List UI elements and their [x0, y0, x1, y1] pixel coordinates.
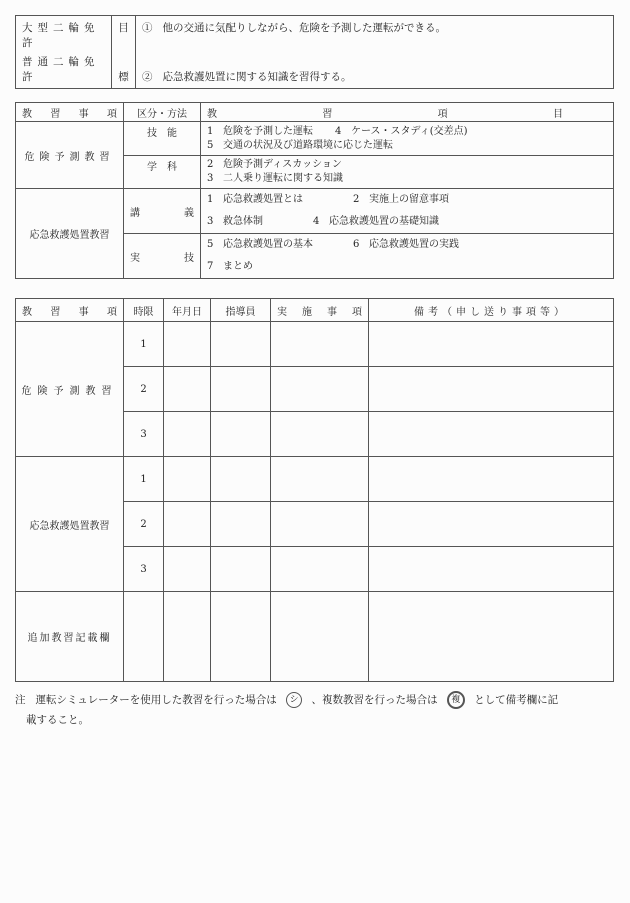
instructor-cell[interactable] — [211, 322, 271, 367]
item-text: ケース・スタディ(交差点) — [351, 125, 468, 137]
method-skill: 技 能 — [124, 122, 201, 156]
item-num: 5 — [207, 239, 214, 250]
hdr-char: 事 — [78, 108, 89, 120]
remarks-cell[interactable] — [369, 592, 614, 682]
goal-2-text: 応急救護処置に関する知識を習得する。 — [162, 71, 352, 83]
record-row — [16, 457, 614, 502]
instructor-cell[interactable] — [211, 592, 271, 682]
hdr-char: 教 — [22, 108, 32, 120]
item-num: 4 — [335, 125, 342, 137]
method-char: 講 — [130, 207, 140, 219]
goal-2 — [136, 50, 614, 89]
content-cell[interactable] — [271, 412, 369, 457]
date-cell[interactable] — [164, 412, 211, 457]
item-num: 4 — [313, 216, 320, 227]
content-cell[interactable] — [271, 457, 369, 502]
simulator-symbol-icon: シ — [286, 692, 302, 708]
record-row — [16, 322, 614, 367]
header-subject — [16, 103, 124, 122]
date-cell[interactable] — [164, 547, 211, 592]
hdr-char: 習 — [50, 108, 61, 120]
subject-first-aid: 応急救護処置教習 — [16, 189, 124, 279]
method-lecture — [124, 189, 201, 234]
items-lecture — [201, 189, 614, 234]
instructor-cell[interactable] — [211, 547, 271, 592]
items-practical — [201, 234, 614, 279]
item-num: 2 — [207, 159, 214, 170]
content-cell[interactable] — [271, 502, 369, 547]
item-text: 交通の状況及び道路環境に応じた運転 — [223, 139, 393, 151]
record-header — [16, 299, 614, 322]
instructor-cell[interactable] — [211, 502, 271, 547]
hdr-char: 事 — [327, 306, 337, 318]
period-cell: 1 — [124, 457, 164, 502]
hdr-char: 項 — [106, 306, 117, 318]
hdr-char: 習 — [322, 108, 333, 120]
item-text: 救急体制 — [223, 216, 263, 227]
remarks-cell[interactable] — [369, 457, 614, 502]
instructor-cell[interactable] — [211, 367, 271, 412]
remarks-cell[interactable] — [369, 547, 614, 592]
item-num: 6 — [353, 239, 360, 250]
period-cell: 3 — [124, 412, 164, 457]
item-num: 1 — [207, 125, 214, 137]
hdr-char: 施 — [302, 306, 312, 318]
period-cell: 3 — [124, 547, 164, 592]
method-char: 義 — [184, 207, 194, 219]
rec-header-content — [271, 299, 369, 322]
remarks-cell[interactable] — [369, 502, 614, 547]
items-classroom — [201, 156, 614, 189]
note-prefix: 注 — [15, 694, 26, 706]
item-text: まとめ — [223, 261, 253, 272]
footnote-line-2: 載すること。 — [26, 714, 89, 726]
hdr-char: 項 — [352, 306, 362, 318]
item-num: 1 — [207, 194, 214, 205]
rec-header-date: 年月日 — [164, 299, 211, 322]
record-row-additional — [16, 592, 614, 682]
item-num: 5 — [207, 139, 214, 151]
item-text: 応急救護処置とは — [223, 194, 303, 205]
item-text: 危険を予測した運転 — [223, 125, 313, 137]
period-cell: 2 — [124, 367, 164, 412]
method-char: 技 — [184, 252, 194, 264]
item-text: 応急救護処置の実践 — [369, 239, 459, 250]
goal-label-1: 目 — [112, 16, 136, 51]
subject-hazard-prediction: 危険予測教習 — [16, 122, 124, 189]
curriculum-table — [15, 102, 614, 279]
rec-header-instructor: 指導員 — [211, 299, 271, 322]
hdr-char: 目 — [552, 108, 563, 120]
goal-1-marker: ① — [142, 22, 153, 34]
multiple-symbol-icon: 複 — [447, 691, 465, 709]
rec-subject-additional: 追加教習記載欄 — [16, 592, 124, 682]
license-large: 大型二輪免許 — [16, 16, 112, 51]
rec-subject-first-aid: 応急救護処置教習 — [16, 457, 124, 592]
content-cell[interactable] — [271, 322, 369, 367]
content-cell[interactable] — [271, 547, 369, 592]
remarks-cell[interactable] — [369, 367, 614, 412]
goals-table — [15, 15, 614, 89]
curriculum-header — [16, 103, 614, 122]
rec-header-period: 時限 — [124, 299, 164, 322]
hdr-char: 教 — [22, 306, 32, 318]
method-practical — [124, 234, 201, 279]
date-cell[interactable] — [164, 457, 211, 502]
remarks-cell[interactable] — [369, 412, 614, 457]
hdr-char: 実 — [277, 306, 287, 318]
item-text: 危険予測ディスカッション — [223, 159, 342, 170]
item-text: 実施上の留意事項 — [369, 194, 449, 205]
content-cell[interactable] — [271, 592, 369, 682]
date-cell[interactable] — [164, 322, 211, 367]
goal-2-marker: ② — [142, 71, 153, 83]
hdr-char: 項 — [437, 108, 448, 120]
hdr-char: 習 — [50, 306, 61, 318]
period-cell: 1 — [124, 322, 164, 367]
goal-1 — [136, 16, 614, 51]
note-text-1: 運転シミュレーターを使用した教習を行った場合は — [35, 694, 277, 706]
instructor-cell[interactable] — [211, 412, 271, 457]
items-skill — [201, 122, 614, 156]
item-text: 応急救護処置の基礎知識 — [329, 216, 439, 227]
item-num: 3 — [207, 173, 214, 184]
hdr-char: 教 — [207, 108, 217, 120]
record-table — [15, 298, 614, 682]
date-cell[interactable] — [164, 502, 211, 547]
period-cell[interactable] — [124, 592, 164, 682]
instructor-cell[interactable] — [211, 457, 271, 502]
hdr-char: 事 — [78, 306, 89, 318]
remarks-cell[interactable] — [369, 322, 614, 367]
footnote — [15, 690, 615, 730]
note-text-2: 、複数教習を行った場合は — [311, 694, 438, 706]
header-method: 区分・方法 — [124, 103, 201, 122]
item-text: 応急救護処置の基本 — [223, 239, 313, 250]
license-standard: 普通二輪免許 — [16, 50, 112, 89]
date-cell[interactable] — [164, 367, 211, 412]
item-text: 二人乗り運転に関する知識 — [223, 173, 343, 184]
footnote-line-1 — [15, 690, 615, 710]
rec-header-remarks: 備考（申し送り事項等） — [369, 299, 614, 322]
rec-subject-hazard: 危険予測教習 — [16, 322, 124, 457]
method-classroom: 学 科 — [124, 156, 201, 189]
period-cell: 2 — [124, 502, 164, 547]
date-cell[interactable] — [164, 592, 211, 682]
item-num: 3 — [207, 216, 214, 227]
item-num: 7 — [207, 261, 214, 272]
item-num: 2 — [353, 194, 360, 205]
hdr-char: 項 — [106, 108, 117, 120]
rec-header-subject — [16, 299, 124, 322]
goal-label-2: 標 — [112, 50, 136, 89]
method-char: 実 — [130, 252, 140, 264]
content-cell[interactable] — [271, 367, 369, 412]
goal-1-text: 他の交通に気配りしながら、危険を予測した運転ができる。 — [162, 22, 447, 34]
note-text-3: として備考欄に記 — [474, 694, 559, 706]
header-items — [201, 103, 614, 122]
